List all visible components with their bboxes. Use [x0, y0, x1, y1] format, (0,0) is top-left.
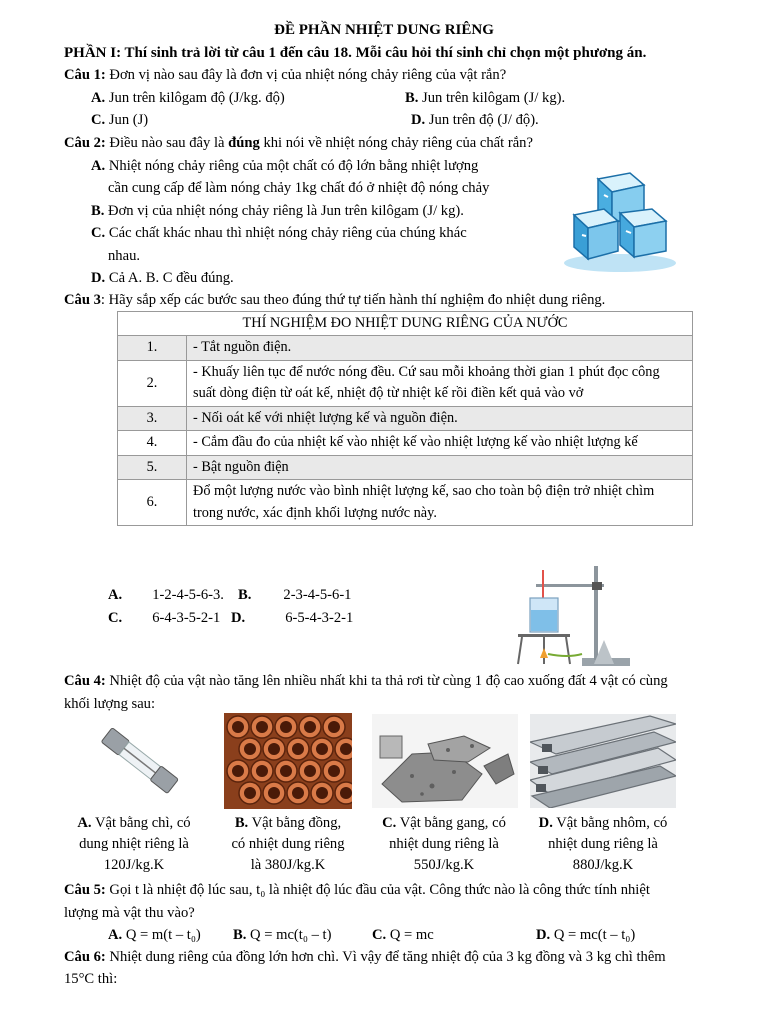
q2-option-c-cont: nhau.: [108, 248, 141, 264]
question-1: [64, 65, 506, 86]
q2-option-a-cont: cần cung cấp để làm nóng chảy 1kg chất đó ở nhiệt độ nóng chảy: [108, 180, 490, 196]
copper-pipes-image: [224, 713, 352, 809]
question-text: Đơn vị nào sau đây là đơn vị của nhiệt nóng chảy riêng của vật rắn?: [105, 67, 507, 83]
table-row: 4. - Cắm đầu đo của nhiệt kế vào nhiệt kế vào nhiệt lượng kế vào nhiệt lượng kế: [118, 431, 693, 455]
q2-option-d[interactable]: D. Cả A. B. C đều đúng.: [91, 270, 234, 286]
q5-option-a[interactable]: A. Q = m(t – t₀): [108, 927, 201, 943]
q4-option-d[interactable]: D. Vật bằng nhôm, có nhiệt dung riêng là 880J/kg.K: [538, 815, 668, 874]
question-2: Câu 2: Điều nào sau đây là đúng khi nói về nhiệt nóng chảy riêng của chất rắn?: [64, 135, 533, 151]
q3-option-d[interactable]: D. 6-5-4-3-2-1: [231, 610, 354, 626]
question-5: Câu 5: Gọi t là nhiệt độ lúc sau, t₀ là nhiệt độ lúc đầu của vật. Công thức nào là công thức tính nhiệt: [64, 882, 650, 898]
aluminium-profiles-image: [530, 714, 676, 808]
q4-option-a[interactable]: A. Vật bằng chì, có dung nhiệt riêng là 120J/kg.K: [77, 815, 191, 874]
question-3: Câu 3: Hãy sắp xếp các bước sau theo đúng thứ tự tiến hành thí nghiệm đo nhiệt dung riêng.: [64, 292, 606, 308]
q3-option-c[interactable]: C. 6-4-3-5-2-1: [108, 610, 221, 626]
q1-option-d[interactable]: D. Jun trên độ (J/ độ).: [411, 112, 539, 128]
q5-option-c[interactable]: C. Q = mc: [372, 927, 434, 943]
q3-option-b[interactable]: B. 2-3-4-5-6-1: [238, 587, 352, 603]
cast-iron-image: [372, 714, 518, 808]
table-row: 2. - Khuấy liên tục để nước nóng đều. Cứ sau mỗi khoảng thời gian 1 phút đọc công suất dòng điện từ oát kế, nhiệt độ từ nhiệt kế rồi điền kết quả vào vở: [118, 360, 693, 406]
q1-option-b[interactable]: B. Jun trên kilôgam (J/ kg).: [405, 90, 566, 106]
q3-option-a[interactable]: A. 1-2-4-5-6-3.: [108, 587, 224, 603]
experiment-table: [117, 311, 693, 526]
table-row: 3. - Nối oát kế với nhiệt lượng kế và nguồn điện.: [118, 406, 693, 430]
table-row: 6. Đổ một lượng nước vào bình nhiệt lượng kế, sao cho toàn bộ điện trở nhiệt chìm trong nước, xác định khối lượng nước này.: [118, 480, 693, 526]
q4-option-b[interactable]: B. Vật bằng đồng, có nhiệt dung riêng là 380J/kg.K: [231, 815, 345, 874]
question-4: Câu 4: Nhiệt độ của vật nào tăng lên nhiều nhất khi ta thả rơi từ cùng 1 độ cao xuống đất 4 vật có cùng: [64, 673, 668, 689]
q2-option-b[interactable]: B. Đơn vị của nhiệt nóng chảy riêng là Jun trên kilôgam (J/ kg).: [91, 203, 464, 219]
q2-option-c[interactable]: C. Các chất khác nhau thì nhiệt nóng chảy riêng của chúng khác: [91, 225, 467, 241]
q1-option-c[interactable]: C. Jun (J): [91, 112, 149, 128]
page-title: ĐỀ PHẦN NHIỆT DUNG RIÊNG: [274, 22, 494, 38]
q5-option-d[interactable]: D. Q = mc(t – t₀): [536, 927, 636, 943]
table-title: THÍ NGHIỆM ĐO NHIỆT DUNG RIÊNG CỦA NƯỚC: [118, 312, 693, 336]
q2-option-a[interactable]: A. Nhiệt nóng chảy riêng của một chất có độ lớn bằng nhiệt lượng: [91, 158, 479, 174]
question-4-cont: khối lượng sau:: [64, 696, 156, 712]
table-row: 5. - Bật nguồn điện: [118, 455, 693, 479]
lead-fuse-image: [84, 715, 194, 805]
question-5-cont: lượng mà vật thu vào?: [64, 905, 195, 921]
calorimeter-apparatus-image: [500, 562, 640, 670]
question-6: Câu 6: Nhiệt dung riêng của đồng lớn hơn chì. Vì vậy để tăng nhiệt độ của 3 kg đồng và 3 kg chì thêm: [64, 949, 666, 965]
ice-cubes-image: [560, 165, 680, 273]
q4-option-c[interactable]: C. Vật bằng gang, có nhiệt dung riêng là 550J/kg.K: [382, 815, 506, 874]
part-instructions: PHẦN I: Thí sinh trả lời từ câu 1 đến câu 18. Mỗi câu hỏi thí sinh chỉ chọn một phương án.: [64, 45, 647, 61]
table-row: 1. - Tắt nguồn điện.: [118, 336, 693, 360]
q1-option-a[interactable]: A. Jun trên kilôgam độ (J/kg. độ): [91, 90, 285, 106]
question-6-cont: 15°C thì:: [64, 971, 118, 987]
q5-option-b[interactable]: B. Q = mc(t₀ – t): [233, 927, 332, 943]
question-label: Câu 1:: [64, 67, 106, 83]
